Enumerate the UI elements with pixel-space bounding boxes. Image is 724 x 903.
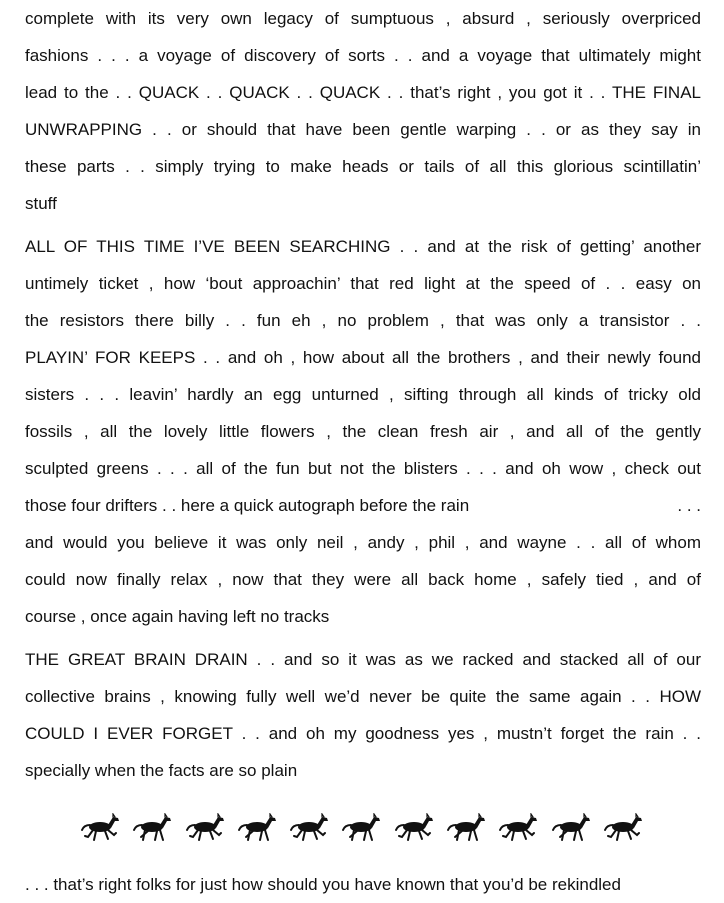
text-line: stuff (25, 194, 57, 213)
text-line: untimely ticket , how ‘bout approachin’ that red light at the speed of . . easy on (25, 274, 701, 293)
text-line: UNWRAPPING . . or should that have been gentle warping . . or as they say in (25, 120, 701, 139)
paragraph-1 (25, 0, 701, 222)
text-line: sculpted greens . . . all of the fun but not the blisters . . . and oh wow , check out (25, 459, 701, 478)
trailing-ellipsis: . . . (677, 496, 701, 515)
galloping-horse-icon (185, 813, 227, 843)
galloping-horse-icon (603, 813, 645, 843)
text-line: collective brains , knowing fully well we’d never be quite the same again . . HOW (25, 687, 701, 706)
galloping-horse-icon (551, 813, 593, 843)
text-line: COULD I EVER FORGET . . and oh my goodness yes , mustn’t forget the rain . . (25, 724, 701, 743)
text-line: complete with its very own legacy of sumptuous , absurd , seriously overpriced (25, 9, 701, 28)
paragraph-3 (25, 641, 701, 789)
text-line: fossils , all the lovely little flowers , the clean fresh air , and all of the gently (25, 422, 701, 441)
galloping-horse-icon (446, 813, 488, 843)
text-line: could now finally relax , now that they were all back home , safely tied , and of (25, 570, 701, 589)
text-line: THE GREAT BRAIN DRAIN . . and so it was as we racked and stacked all of our (25, 650, 701, 669)
text-line (25, 487, 701, 524)
text-line: specially when the facts are so plain (25, 761, 298, 780)
galloping-horse-icon (394, 813, 436, 843)
paragraph-2 (25, 228, 701, 635)
galloping-horse-icon (289, 813, 331, 843)
text-line: these parts . . simply trying to make heads or tails of all this glorious scintillatin’ (25, 157, 701, 176)
text-line: and would you believe it was only neil , andy , phil , and wayne . . all of whom (25, 533, 701, 552)
text-line: the resistors there billy . . fun eh , no problem , that was only a transistor . . (25, 311, 701, 330)
text-line: lead to the . . QUACK . . QUACK . . QUACK . . that’s right , you got it . . THE FINAL (25, 83, 701, 102)
galloping-horse-icon (132, 813, 174, 843)
bottom-text (25, 866, 701, 903)
galloping-horse-icon (237, 813, 279, 843)
text-line: PLAYIN’ FOR KEEPS . . and oh , how about all the brothers , and their newly found (25, 348, 701, 367)
text-line: fashions . . . a voyage of discovery of sorts . . and a voyage that ultimately might (25, 46, 701, 65)
document-page (25, 0, 701, 789)
text-line: . . . that’s right folks for just how should you have known that you’d be rekindled (25, 875, 621, 894)
text-line-main: those four drifters . . here a quick autograph before the rain (25, 496, 470, 515)
text-line: sisters . . . leavin’ hardly an egg unturned , sifting through all kinds of tricky old (25, 385, 701, 404)
galloping-horse-icon (341, 813, 383, 843)
text-line: ALL OF THIS TIME I’VE BEEN SEARCHING . . and at the risk of getting’ another (25, 237, 701, 256)
galloping-horse-icon (80, 813, 122, 843)
horse-divider (80, 810, 645, 846)
text-line: course , once again having left no tracks (25, 607, 330, 626)
galloping-horse-icon (498, 813, 540, 843)
